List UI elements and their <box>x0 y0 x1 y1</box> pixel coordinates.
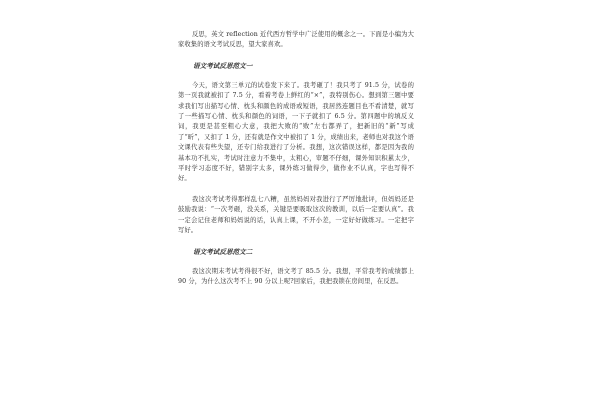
section-2-paragraph-1: 我这次期末考试考得很不好，语文考了 85.5 分。我想，平常我考的成绩都上 90 分，为什么这次考不上 90 分以上呢?回家后，我把我锁在房间里，在反思。 <box>178 267 414 285</box>
document-body <box>178 30 414 297</box>
intro-paragraph: 反思，英文 reflection 近代西方哲学中广泛使用的概念之一。下面是小编为大家收集的语文考试反思，望大家喜欢。 <box>178 31 414 49</box>
section-title-1: 语文考试反思范文一 <box>193 61 253 70</box>
section-1-paragraph-1: 今天，语文第三单元的试卷发下来了。我考砸了！我只考了 91.5 分，试卷的第一页我就被扣了 7.5 分，看着考卷上鲜红的“×”，我特别伤心。想到第三题中要求我们写出描写心情、枕头和颜色的成语或短语，我居然连题目也不看清楚，就写了一些描写心情、枕头和颜色的词语，一下子就扣了 6.5 分。第四题中的填反义词，我更是甚至粗心大意，我把大败的“败”左右都弄了，把新旧的“新”写成了“昕”，又扣了 1 分，还有就是作文中被扣了 1 分，成绩出来，老师也对我这个语文课代表有些失望，还专门给我进行了分析。我想，这次错误这样，都是因为我的基本功不扎实，考试时注意力不集中，太粗心，审题不仔细，课外知识积累太少，平时学习态度不好，错别字太多，课外练习做得少，做作业不认真，字也写得不好。 <box>178 81 414 183</box>
section-1-paragraph-2: 我这次考试考得那样乱七八糟，虽然妈妈对我进行了严厉地批评，但妈妈还是鼓励我说：“一次考砸，没关系，关键是要吸取这次的教训，以后一定要认真”。我一定会记住老师和妈妈说的话，认真上课，不开小差，一定好好做练习。一定把字写好。 <box>178 195 414 235</box>
section-title-2: 语文考试反思范文二 <box>193 247 253 256</box>
